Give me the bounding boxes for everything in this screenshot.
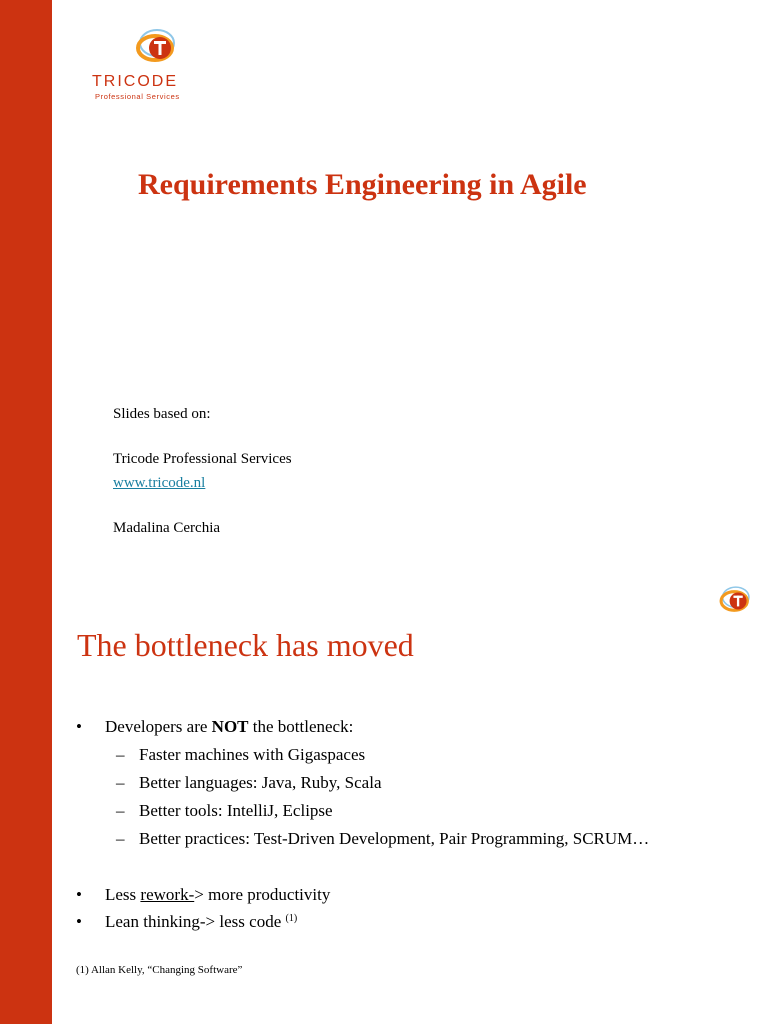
credits-url-link[interactable]: www.tricode.nl [113,475,206,491]
sub-bullet-text: Better practices: Test-Driven Development, Pair Programming, SCRUM… [139,829,650,848]
slide-bottleneck [0,575,768,1024]
dash-icon: – [116,773,125,792]
credits-url-line [113,475,205,492]
sub-bullet-text: Better languages: Java, Ruby, Scala [139,773,382,792]
dash-icon: – [116,745,125,764]
logo-wordmark: TRICODE [92,73,178,90]
underlined-term: rework- [140,885,195,904]
sub-bullet-text: Faster machines with Gigaspaces [139,745,366,764]
tricode-t-logo-icon [718,584,752,618]
tricode-logo [88,26,198,106]
slide-accent-bar [0,575,52,1024]
credits-based-on: Slides based on: [113,406,211,422]
bold-emphasis: NOT [211,717,249,736]
credits-author: Madalina Cerchia [113,520,221,536]
sub-bullet-text: Better tools: IntelliJ, Eclipse [139,801,333,820]
slide-accent-bar [0,0,52,575]
slide-title-heading: Requirements Engineering in Agile [138,168,587,201]
credits-company: Tricode Professional Services [113,451,292,467]
bullet-icon: • [76,717,82,736]
tricode-t-logo-icon [136,26,176,70]
dash-icon: – [116,829,125,848]
bullet-icon: • [76,912,82,931]
bullet-text: Developers are NOT the bottleneck: [105,717,354,736]
logo-tagline: Professional Services [95,92,180,101]
slide-heading: The bottleneck has moved [77,627,414,663]
bullet-text: Less rework-> more productivity [105,885,331,904]
footnote: (1) Allan Kelly, “Changing Software” [76,964,243,976]
dash-icon: – [116,801,125,820]
bullet-text: Lean thinking-> less code $^{(1)}$ [105,912,298,931]
bullet-icon: • [76,885,82,904]
footnote-ref: (1) [285,913,298,924]
